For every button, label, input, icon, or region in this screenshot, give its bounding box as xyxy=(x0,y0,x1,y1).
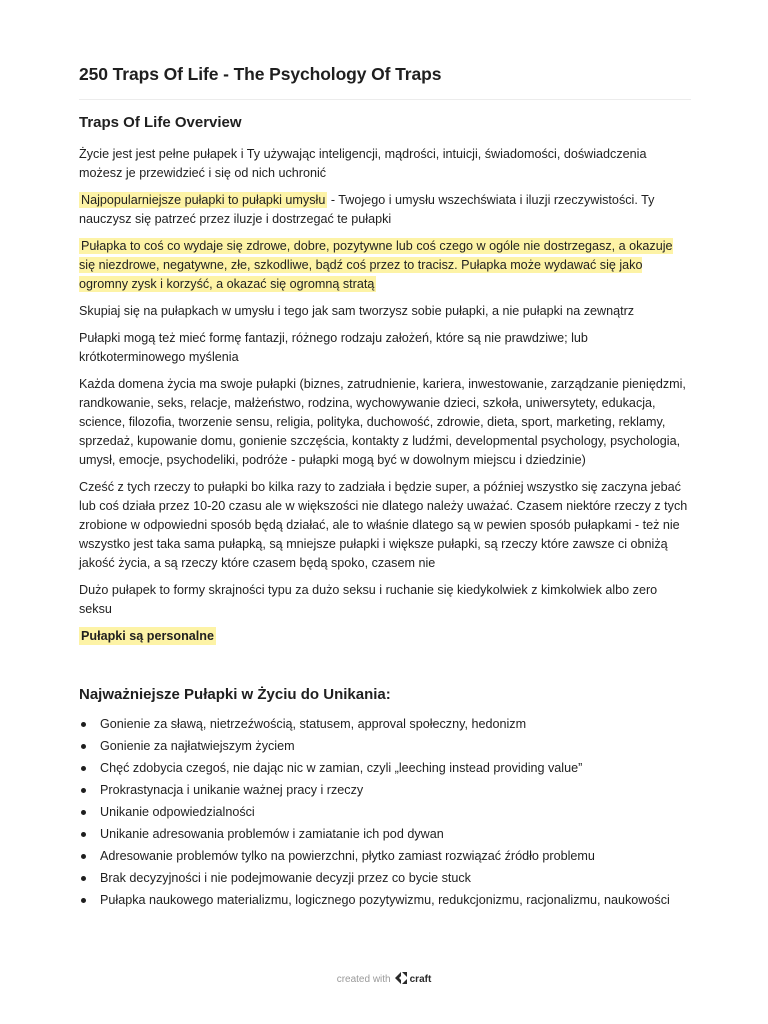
paragraph-4: Skupiaj się na pułapkach w umysłu i tego jak sam tworzysz sobie pułapki, a nie pułapki na zewnątrz xyxy=(79,304,635,318)
highlight-text-bold: Pułapki są personalne xyxy=(81,629,214,643)
list-item: Gonienie za najłatwiejszym życiem xyxy=(79,735,691,757)
paragraph-6: Każda domena życia ma swoje pułapki (biznes, zatrudnienie, kariera, inwestowanie, zarządzanie pieniędzmi, randkowanie, seks, relacje, małżeństwo, rodzina, wychowywanie dzieci, szkoła, uniwersytety, edukacja, science, filozofia, tworzenie sensu, religia, polityka, duchowość, zdrowie, dieta, sport, marketing, reklamy, sprzedaż, kupowanie domu, gonienie szczęścia, kontakty z ludźmi, developmental psychology, psychologia, umysł, emocje, psychodeliki, podróże - pułapki mogą być w dowolnym miejscu i dziedzinie) xyxy=(79,377,686,467)
list-item: Gonienie za sławą, nietrzeźwością, statusem, approval społeczny, hedonizm xyxy=(79,713,691,735)
paragraph-text: - Twojego i umysłu wszechświata i iluzji rzeczywistości. Ty nauczysz się patrzeć przez iluzje i dostrzegać te pułapki xyxy=(79,193,655,226)
highlight-text: Pułapka to coś co wydaje się zdrowe, dobre, pozytywne lub coś czego w ogóle nie dostrzegasz, a okazuje się niezdrowe, negatywne, złe, szkodliwe, bądź coś przez to tracisz. Pułapka może wydawać się jako ogromny zysk i korzyść, a okazać się ogromną stratą xyxy=(79,239,673,291)
highlight-text: Najpopularniejsze pułapki to pułapki umysłu xyxy=(81,193,326,207)
section-heading-traps: Najważniejsze Pułapki w Życiu do Unikania: xyxy=(79,686,391,703)
paragraph-7: Cześć z tych rzeczy to pułapki bo kilka razy to zadziała i będzie super, a później wszystko się zaczyna jebać lub coś działa przez 10-20 czasu ale w większości nie dlatego należy uważać. Czasem niektóre rzeczy z tych zrobione w odpowiedni sposób będą działać, ale to właśnie dlatego są w pewien sposób pułapkami - też nie wszystko jest taka sama pułapką, są mniejsze pułapki i większe pułapki, są rzeczy które zawsze ci obniżą jakość życia, a są rzeczy które czasem będą spoko, czasem nie xyxy=(79,480,688,570)
footer xyxy=(0,972,768,987)
list-item: Adresowanie problemów tylko na powierzchni, płytko zamiast rozwiązać źródło problemu xyxy=(79,845,691,867)
list-item: Brak decyzyjności i nie podejmowanie decyzji przez co bycie stuck xyxy=(79,867,691,889)
paragraph-5: Pułapki mogą też mieć formę fantazji, różnego rodzaju założeń, które są nie prawdziwe; lub krótkoterminowego myślenia xyxy=(79,331,588,364)
traps-list xyxy=(79,713,691,911)
paragraph-9 xyxy=(79,627,691,646)
paragraph-1: Życie jest jest pełne pułapek i Ty używając inteligencji, mądrości, intuicji, świadomości, doświadczenia możesz je przewidzieć i się od nich uchronić xyxy=(79,147,647,180)
paragraph-3 xyxy=(79,237,691,294)
document-page xyxy=(79,64,691,911)
list-item: Unikanie odpowiedzialności xyxy=(79,801,691,823)
footer-prefix: created with xyxy=(336,974,391,985)
list-item: Unikanie adresowania problemów i zamiatanie ich pod dywan xyxy=(79,823,691,845)
paragraph-8: Dużo pułapek to formy skrajności typu za dużo seksu i ruchanie się kiedykolwiek z kimkolwiek albo zero seksu xyxy=(79,583,658,616)
footer-brand: craft xyxy=(409,974,432,985)
list-item: Chęć zdobycia czegoś, nie dając nic w zamian, czyli „leeching instead providing value” xyxy=(79,757,691,779)
section-heading-overview: Traps Of Life Overview xyxy=(79,114,242,131)
paragraph-2 xyxy=(79,191,691,229)
page-title: 250 Traps Of Life - The Psychology Of Traps xyxy=(79,64,691,100)
list-item: Prokrastynacja i unikanie ważnej pracy i rzeczy xyxy=(79,779,691,801)
list-item: Pułapka naukowego materializmu, logicznego pozytywizmu, redukcjonizmu, racjonalizmu, naukowości xyxy=(79,889,691,911)
craft-logo-icon xyxy=(395,972,407,987)
